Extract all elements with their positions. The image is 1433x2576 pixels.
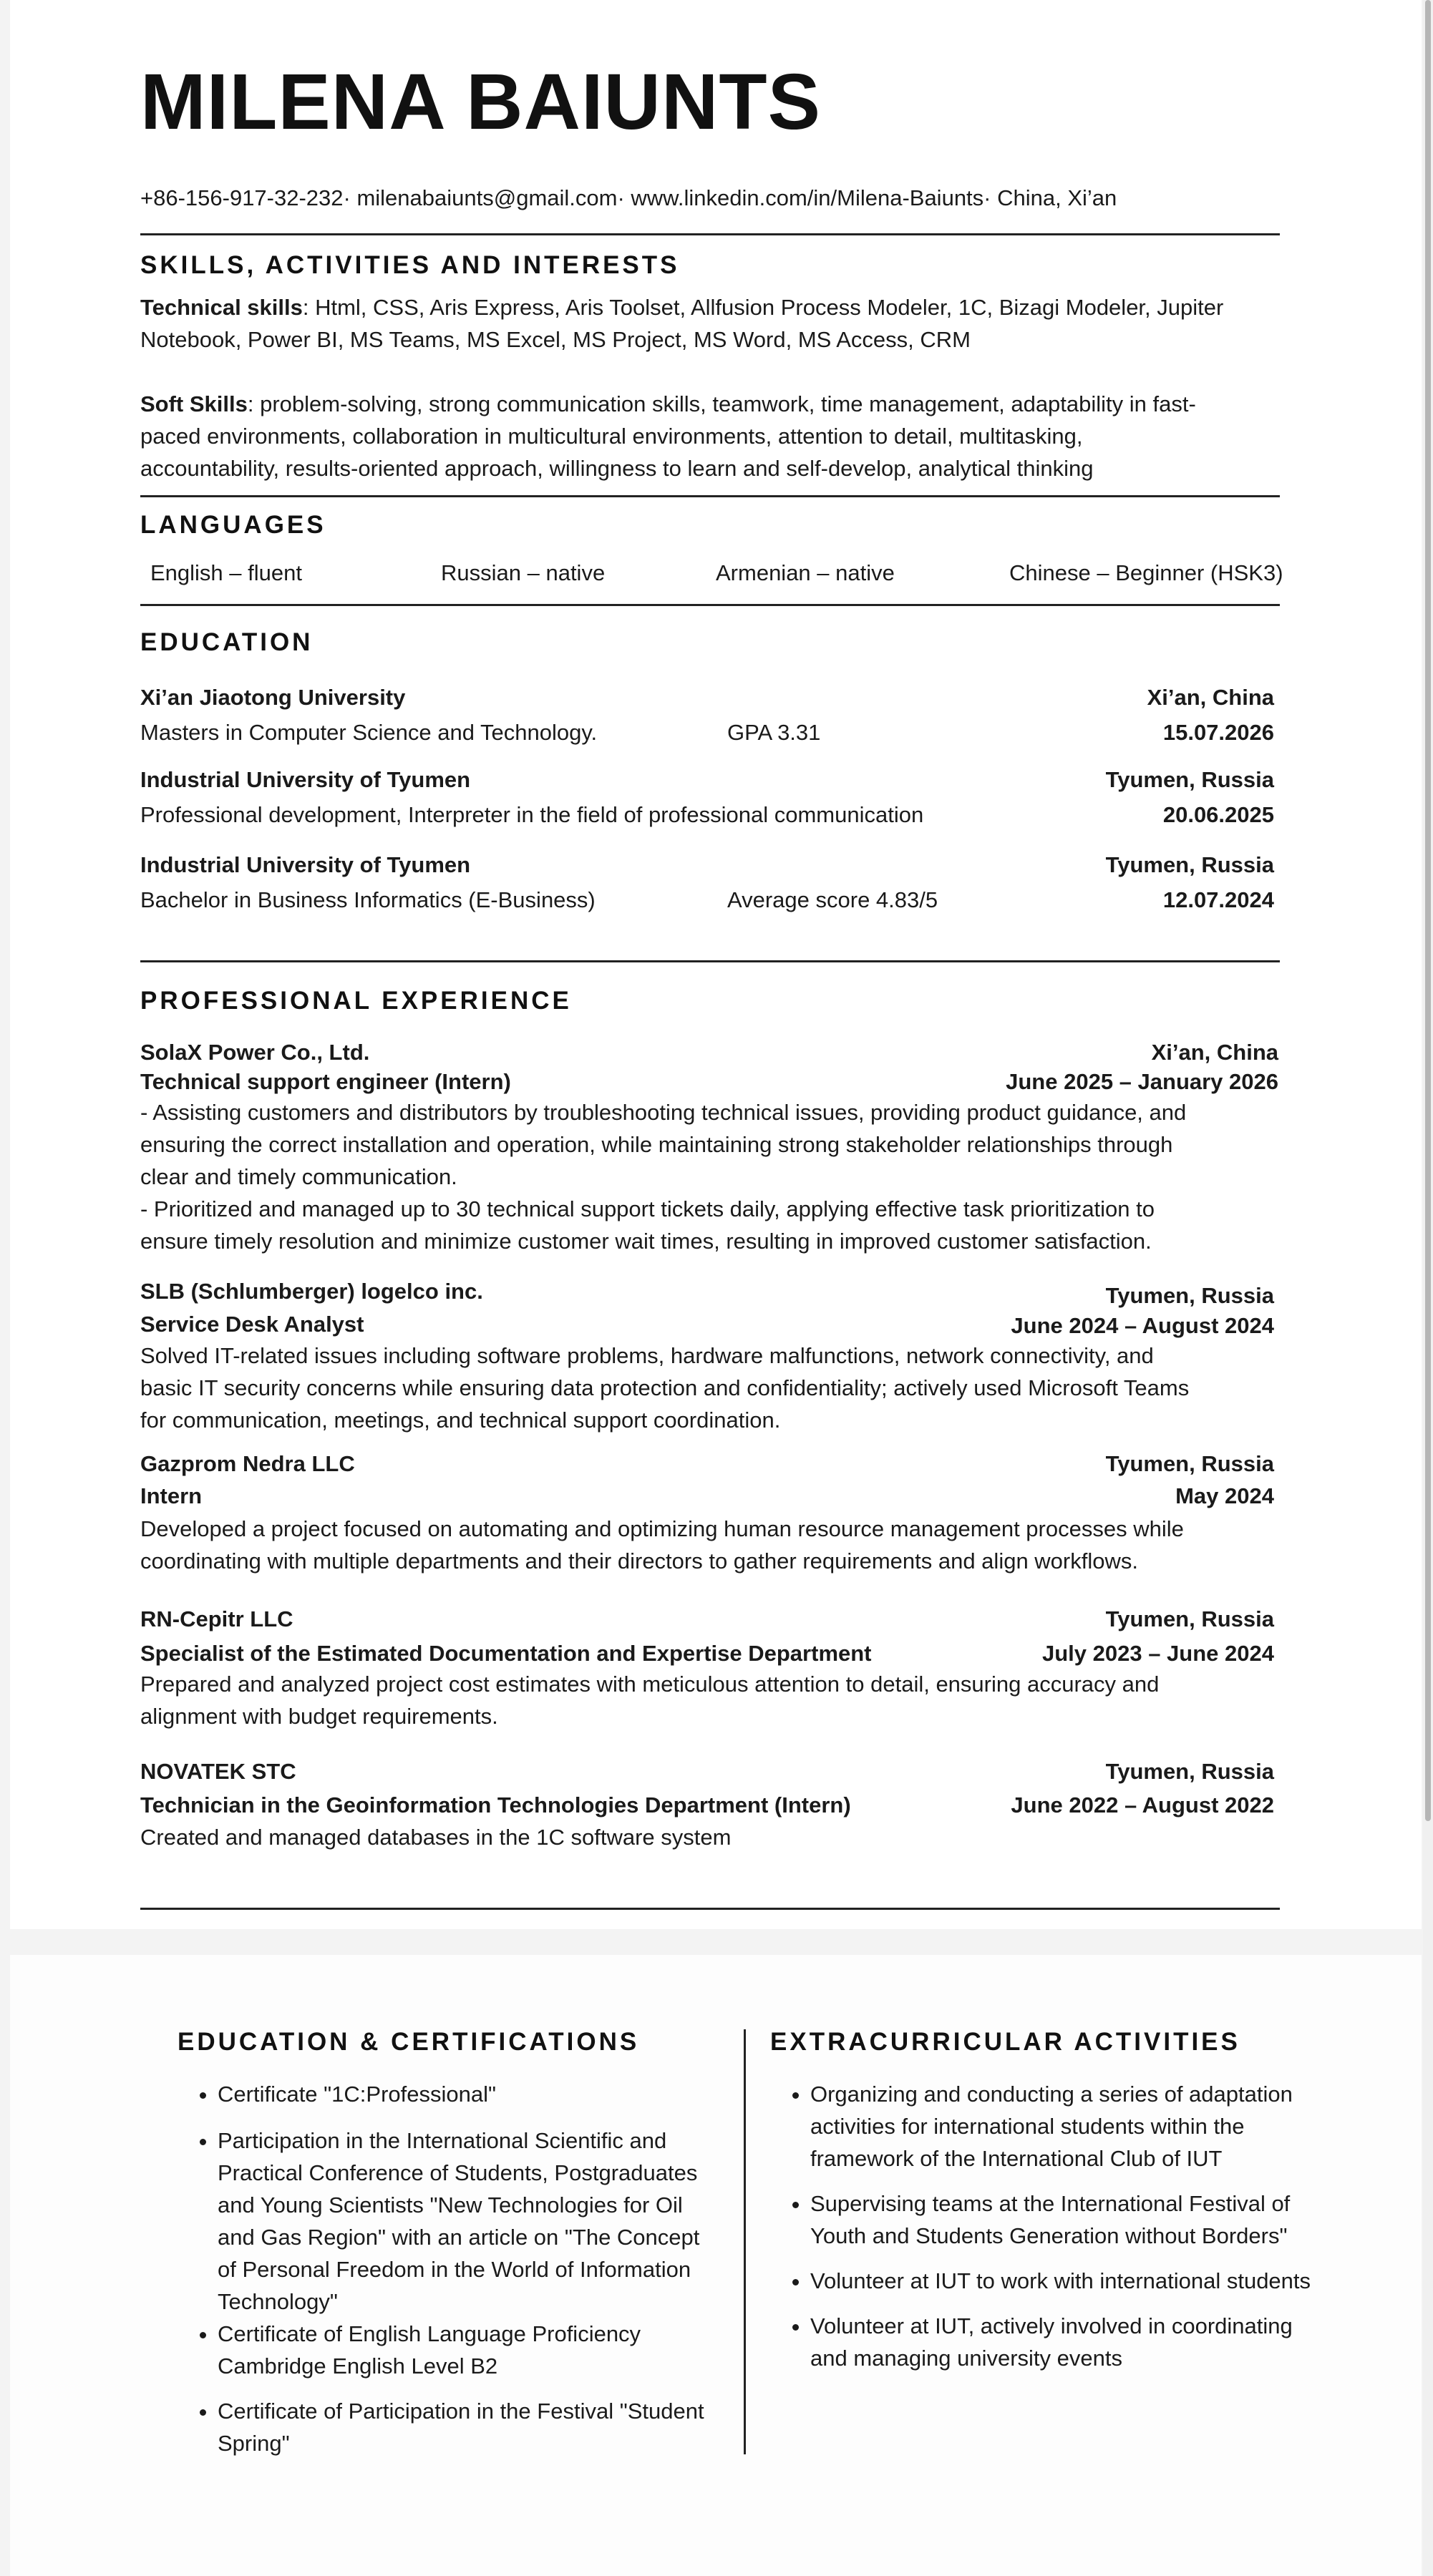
skills-section-title: SKILLS, ACTIVITIES AND INTERESTS — [140, 251, 680, 279]
list-item: • Certificate of Participation in the Festival "Student Spring" — [218, 2395, 722, 2459]
list-item: • Certificate "1C:Professional" — [218, 2078, 722, 2110]
contact-line: +86-156-917-32-232· milenabaiunts@gmail.com· www.linkedin.com/in/Milena-Baiunts· China, Xi’an — [140, 185, 1117, 210]
score: GPA 3.31 — [727, 720, 821, 745]
job-dates: June 2024 – August 2024 — [1011, 1313, 1274, 1338]
column-divider — [744, 2029, 746, 2454]
job-description: Prepared and analyzed project cost estimates with meticulous attention to detail, ensuring accuracy and alignment with budget requirements. — [140, 1672, 1160, 1729]
soft-skills: Soft Skills: problem-solving, strong communication skills, teamwork, time management, adaptability in fast- paced environments, collaboration in multicultural environments, attention to detail, multitasking, accountability, results-oriented approach, willingness to learn and self-develop, analytical thinking — [140, 391, 1196, 481]
company-name: Gazprom Nedra LLC — [140, 1451, 355, 1476]
degree: Masters in Computer Science and Technology. — [140, 720, 598, 745]
company-name: SolaX Power Co., Ltd. — [140, 1040, 370, 1065]
divider — [140, 604, 1280, 606]
job-dates: June 2025 – January 2026 — [1006, 1069, 1278, 1094]
technical-skills-label: Technical skills — [140, 295, 303, 320]
job-role: Technical support engineer (Intern) — [140, 1069, 511, 1094]
score: Average score 4.83/5 — [727, 887, 938, 912]
school-name: Xi’an Jiaotong University — [140, 685, 406, 710]
graduation-date: 15.07.2026 — [1162, 720, 1274, 745]
candidate-name: MILENA BAIUNTS — [140, 58, 821, 146]
list-item: • Participation in the International Scientific and Practical Conference of Students, Postgraduates and Young Scientists "New Technologies for Oil and Gas Region" with an article on "The Concept of Personal Freedom in the World of Information Technology" — [218, 2124, 722, 2318]
scrollbar-thumb[interactable] — [1425, 0, 1431, 1821]
job-description: Created and managed databases in the 1C software system — [140, 1825, 732, 1850]
certifications-section-title: EDUCATION & CERTIFICATIONS — [178, 2028, 640, 2056]
divider — [140, 960, 1280, 962]
job-dates: July 2023 – June 2024 — [1041, 1641, 1274, 1666]
job-role: Service Desk Analyst — [140, 1312, 364, 1337]
job-role: Technician in the Geoinformation Technologies Department (Intern) — [140, 1792, 851, 1818]
certifications-list — [178, 2078, 722, 2459]
degree: Bachelor in Business Informatics (E-Business) — [140, 887, 596, 912]
experience-section-title: PROFESSIONAL EXPERIENCE — [140, 987, 572, 1015]
job-dates: June 2022 – August 2022 — [1011, 1792, 1274, 1818]
list-item: • Supervising teams at the International Festival of Youth and Students Generation without Borders" — [810, 2187, 1314, 2252]
job-location: Tyumen, Russia — [1105, 1759, 1274, 1784]
job-location: Xi’an, China — [1151, 1040, 1278, 1065]
company-name: RN-Cepitr LLC — [140, 1606, 293, 1631]
job-description: Developed a project focused on automating and optimizing human resource management processes while coordinating with multiple departments and their directors to gather requirements and align workflows. — [140, 1516, 1184, 1574]
graduation-date: 12.07.2024 — [1162, 887, 1274, 912]
languages-section-title: LANGUAGES — [140, 511, 326, 539]
soft-skills-label: Soft Skills — [140, 391, 248, 416]
list-item: • Volunteer at IUT to work with international students — [810, 2265, 1314, 2297]
job-location: Tyumen, Russia — [1105, 1451, 1274, 1476]
job-description: Solved IT-related issues including software problems, hardware malfunctions, network connectivity, and basic IT security concerns while ensuring data protection and confidentiality; actively used Microsoft Teams for communication, meetings, and technical support coordination. — [140, 1343, 1190, 1433]
list-item: • Organizing and conducting a series of adaptation activities for international students within the framework of the International Club of IUT — [810, 2078, 1314, 2175]
school-name: Industrial University of Tyumen — [140, 767, 471, 792]
job-role: Specialist of the Estimated Documentation and Expertise Department — [140, 1641, 872, 1666]
job-location: Tyumen, Russia — [1105, 1283, 1274, 1308]
technical-skills: Technical skills: Html, CSS, Aris Express, Aris Toolset, Allfusion Process Modeler, 1C, Bizagi Modeler, Jupiter Notebook, Power BI, MS Teams, MS Excel, MS Project, MS Word, MS Access, CRM — [140, 295, 1224, 352]
language-item: Chinese – Beginner (HSK3) — [1009, 560, 1283, 585]
language-item: Russian – native — [441, 560, 606, 585]
degree: Professional development, Interpreter in the field of professional communication — [140, 802, 924, 827]
job-dates: May 2024 — [1175, 1483, 1274, 1508]
extracurricular-column — [770, 2026, 1314, 2387]
list-item: • Certificate of English Language Proficiency Cambridge English Level B2 — [218, 2318, 722, 2382]
list-item: • Volunteer at IUT, actively involved in coordinating and managing university events — [810, 2310, 1314, 2374]
school-name: Industrial University of Tyumen — [140, 852, 471, 877]
school-location: Xi’an, China — [1147, 685, 1274, 710]
vertical-scrollbar[interactable] — [1423, 0, 1433, 2576]
school-location: Tyumen, Russia — [1105, 767, 1274, 792]
job-role: Intern — [140, 1483, 203, 1508]
graduation-date: 20.06.2025 — [1162, 802, 1274, 827]
company-name: SLB (Schlumberger) logelco inc. — [140, 1279, 483, 1304]
divider — [140, 495, 1280, 497]
divider — [140, 1908, 1280, 1910]
extracurricular-section-title: EXTRACURRICULAR ACTIVITIES — [770, 2028, 1240, 2056]
education-section-title: EDUCATION — [140, 628, 314, 656]
divider — [140, 233, 1280, 235]
school-location: Tyumen, Russia — [1105, 852, 1274, 877]
job-location: Tyumen, Russia — [1105, 1606, 1274, 1631]
job-description: - Assisting customers and distributors by troubleshooting technical issues, providing product guidance, and ensuring the correct installation and operation, while maintaining strong stakeholder relationships through clear and timely communication. - Prioritized and managed up to 30 technical support tickets daily, applying effective task prioritization to ensure timely resolution and minimize customer wait times, resulting in improved customer satisfaction. — [140, 1100, 1187, 1254]
company-name: NOVATEK STC — [140, 1759, 296, 1784]
extracurricular-list — [770, 2078, 1314, 2374]
certifications-column — [178, 2026, 722, 2472]
language-item: Armenian – native — [716, 560, 895, 585]
language-item: English – fluent — [150, 560, 302, 585]
